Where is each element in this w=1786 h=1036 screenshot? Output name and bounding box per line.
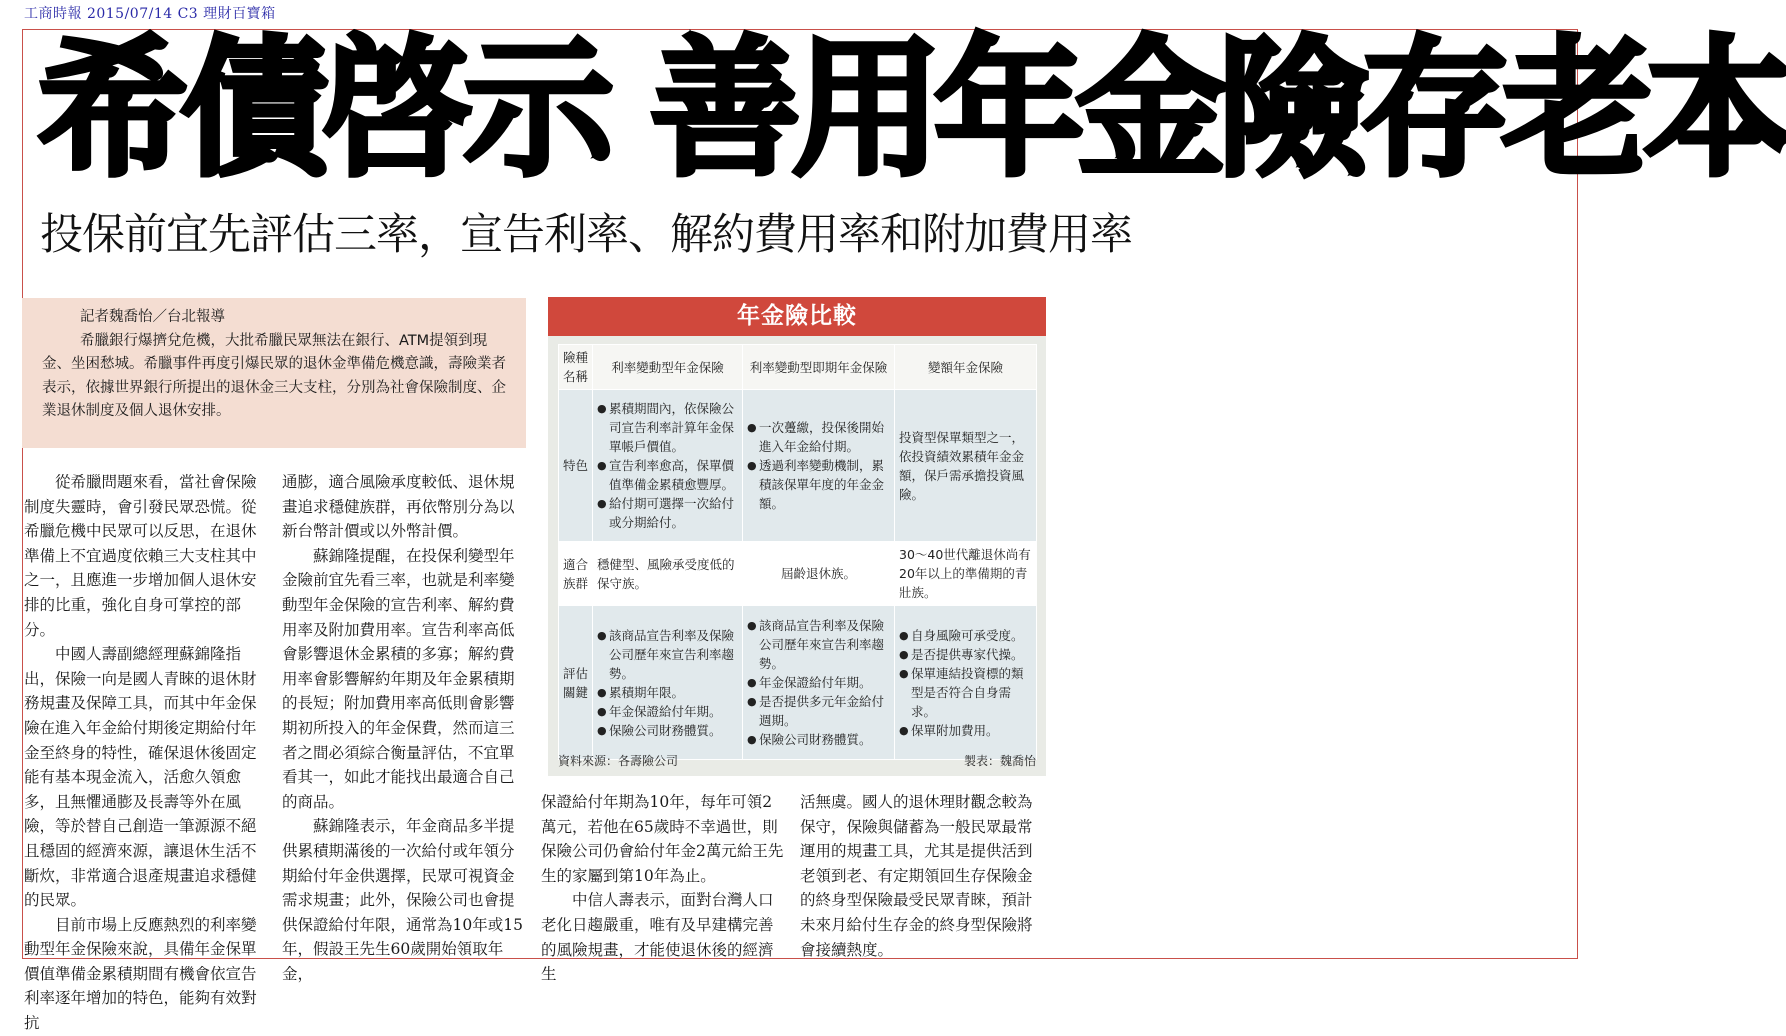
table-maker: 製表：魏喬怡 <box>963 754 1036 768</box>
lead-box <box>22 298 526 448</box>
paragraph: 蘇錦隆提醒，在投保利變型年金險前宜先看三率，也就是利率變動型年金保險的宣告利率、解約費用率及附加費用率。宣告利率高低會影響退休金累積的多寡；解約費用率會影響解約年期及年金累積期的長短；附加費用率高低則會影響期初所投入的年金保費，然而這三者之間必須綜合衡量評估，不宜單看其一，如此才能找出最適合自己的商品。 <box>282 546 515 811</box>
bullet-item: ● 保單連結投資標的類型是否符合自身需求。 <box>911 664 1032 721</box>
table-cell: 屆齡退休族。 <box>743 542 895 606</box>
row-label: 評估關鍵 <box>559 606 593 760</box>
subheadline: 投保前宜先評估三率，宣告利率、解約費用率和附加費用率 <box>40 210 1132 260</box>
table-cell <box>895 606 1037 760</box>
table-footer <box>558 752 1036 769</box>
lead-text: 希臘銀行爆擠兌危機，大批希臘民眾無法在銀行、ATM提領到現金、坐困愁城。希臘事件再度引爆民眾的退休金準備危機意識，壽險業者表示，依據世界銀行所提出的退休金三大支柱，分別為社會保險制度、企業退休制度及個人退休安排。 <box>42 332 506 419</box>
bullet-item: ● 給付期可選擇一次給付或分期給付。 <box>609 494 738 532</box>
table-title: 年金險比較 <box>548 297 1046 336</box>
table-cell <box>593 390 743 542</box>
byline: 記者魏喬怡／台北報導 <box>80 309 225 325</box>
bullet-item: ● 透過利率變動機制，累積該保單年度的年金金額。 <box>759 456 890 513</box>
table-row-features <box>559 390 1037 542</box>
table-cell: 投資型保單類型之一，依投資績效累積年金金額，保戶需承擔投資風險。 <box>895 390 1037 542</box>
header-cell: 變額年金保險 <box>895 345 1037 390</box>
paragraph: 活無虞。國人的退休理財觀念較為保守，保險與儲蓄為一般民眾最常運用的規畫工具，尤其是提供活到老領到老、有定期領回生存保險金的終身型保險最受民眾青睞，預計未來月給付生存金的終身型保險將會接續熱度。 <box>800 793 1033 959</box>
body-column-1 <box>24 470 268 1033</box>
header-cell: 利率變動型年金保險 <box>593 345 743 390</box>
body-column-3 <box>541 790 784 984</box>
table-source: 資料來源：各壽險公司 <box>558 754 679 768</box>
paragraph: 中國人壽副總經理蘇錦隆指出，保險一向是國人青睞的退休財務規畫及保障工具，而其中年金保險在進入年金給付期後定期給付年金至終身的特性，確保退休後固定能有基本現金流入，活愈久領愈多，且無懼通膨及長壽等外在風險，等於替自己創造一筆源源不絕且穩固的經濟來源，讓退休生活不斷炊，非常適合退產規畫追求穩健的民眾。 <box>24 645 257 910</box>
table-cell: 30～40世代離退休尚有20年以上的準備期的青壯族。 <box>895 542 1037 606</box>
paragraph: 蘇錦隆表示，年金商品多半提供累積期滿後的一次給付或年領分期給付年金供選擇，民眾可視資金需求規畫；此外，保險公司也會提供保證給付年限，通常為10年或15年，假設王先生60歲開始領取年金， <box>282 817 523 983</box>
bullet-item: ● 保險公司財務體質。 <box>609 721 738 740</box>
table-cell <box>593 606 743 760</box>
bullet-item: ● 該商品宣告利率及保險公司歷年來宣告利率趨勢。 <box>759 616 890 673</box>
bullet-item: ● 累積期年限。 <box>609 683 738 702</box>
body-column-4 <box>800 790 1044 960</box>
header-cell: 險種名稱 <box>559 345 593 390</box>
paragraph: 通膨，適合風險承度較低、退休規畫追求穩健族群，再依幣別分為以新台幣計價或以外幣計價。 <box>282 473 515 541</box>
bullet-item: ● 年金保證給付年期。 <box>759 673 890 692</box>
comparison-table <box>558 344 1037 760</box>
table-cell: 穩健型、風險承受度低的保守族。 <box>593 542 743 606</box>
bullet-item: ● 保險公司財務體質。 <box>759 730 890 749</box>
table-row-evaluate <box>559 606 1037 760</box>
comparison-table-box <box>548 297 1046 776</box>
bullet-item: ● 自身風險可承受度。 <box>911 626 1032 645</box>
table-row-target <box>559 542 1037 606</box>
masthead: 工商時報 2015/07/14 C3 理財百寶箱 <box>24 6 276 22</box>
bullet-item: ● 宣告利率愈高，保單價值準備金累積愈豐厚。 <box>609 456 738 494</box>
table-header-row <box>559 345 1037 390</box>
paragraph: 從希臘問題來看，當社會保險制度失靈時，會引發民眾恐慌。從希臘危機中民眾可以反思，在退休準備上不宜過度依賴三大支柱其中之一，且應進一步增加個人退休安排的比重，強化自身可掌控的部分。 <box>24 473 257 639</box>
paragraph: 保證給付年期為10年，每年可領2萬元，若他在65歲時不幸過世，則保險公司仍會給付年金2萬元給王先生的家屬到第10年為止。 <box>541 793 784 885</box>
bullet-item: ● 一次躉繳，投保後開始進入年金給付期。 <box>759 418 890 456</box>
table-cell <box>743 606 895 760</box>
bullet-item: ● 該商品宣告利率及保險公司歷年來宣告利率趨勢。 <box>609 626 738 683</box>
header-cell: 利率變動型即期年金保險 <box>743 345 895 390</box>
row-label: 特色 <box>559 390 593 542</box>
bullet-item: ● 是否提供多元年金給付週期。 <box>759 692 890 730</box>
bullet-item: ● 保單附加費用。 <box>911 721 1032 740</box>
bullet-item: ● 年金保證給付年期。 <box>609 702 738 721</box>
table-cell <box>743 390 895 542</box>
headline: 希債啓示 善用年金險存老本 <box>38 23 1786 197</box>
bullet-item: ● 是否提供專家代操。 <box>911 645 1032 664</box>
row-label: 適合族群 <box>559 542 593 606</box>
body-column-2 <box>282 470 526 983</box>
paragraph: 目前市場上反應熱烈的利率變動型年金保險來說，具備年金保單價值準備金累積期間有機會依宣告利率逐年增加的特色，能夠有效對抗 <box>24 915 257 1033</box>
paragraph: 中信人壽表示，面對台灣人口老化日趨嚴重，唯有及早建構完善的風險規畫，才能使退休後的經濟生 <box>541 891 774 984</box>
bullet-item: ● 累積期間內，依保險公司宣告利率計算年金保單帳戶價值。 <box>609 399 738 456</box>
